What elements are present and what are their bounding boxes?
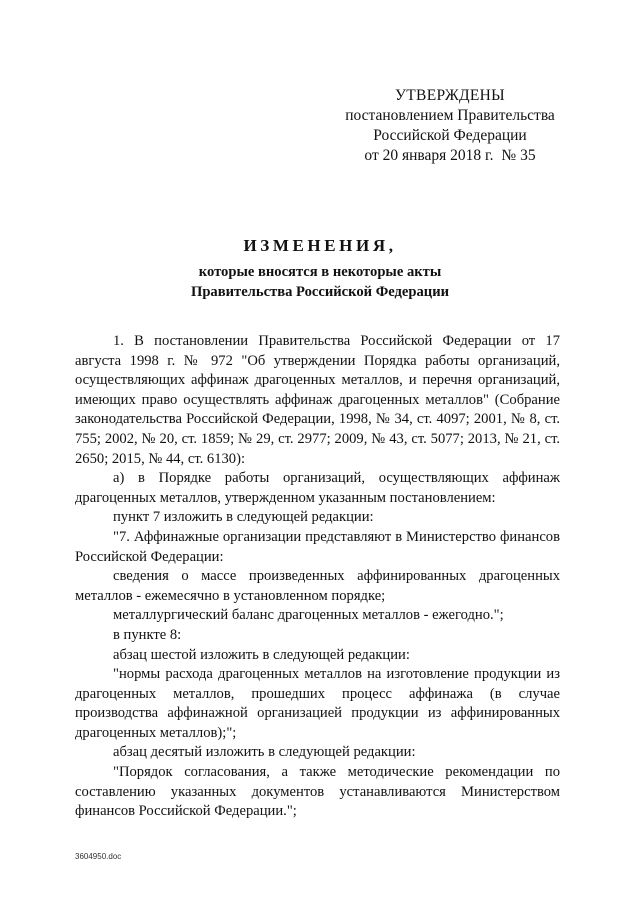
decree-number: 35 <box>520 147 536 164</box>
paragraph-11: "Порядок согласования, а также методические рекомендации по составлению указанных документов устанавливаются Министерством финансов Российской Федерации."; <box>75 764 560 820</box>
paragraph-6: металлургический баланс драгоценных металлов - ежегодно."; <box>113 607 504 624</box>
footer-doc-id: 3604950.doc <box>75 852 122 861</box>
paragraph-10: абзац десятый изложить в следующей редакции: <box>113 744 416 761</box>
paragraph-3: пункт 7 изложить в следующей редакции: <box>113 509 374 526</box>
paragraph-7: в пункте 8: <box>113 626 182 643</box>
approval-block <box>330 86 570 166</box>
approval-date-line <box>330 146 570 166</box>
paragraph-2: а) в Порядке работы организаций, осуществляющих аффинаж драгоценных металлов, утвержденном указанным постановлением: <box>75 470 560 506</box>
number-sign: № <box>501 147 517 164</box>
paragraph-5: сведения о массе произведенных аффинированных драгоценных металлов - ежемесячно в установленном порядке; <box>75 568 560 604</box>
paragraph-4: "7. Аффинажные организации представляют в Министерство финансов Российской Федерации: <box>75 528 560 565</box>
approval-line-2: Российской Федерации <box>373 127 527 144</box>
document-subtitle <box>0 262 640 302</box>
approval-date: от 20 января 2018 г. <box>364 147 494 164</box>
approval-line-1: постановлением Правительства <box>345 107 555 124</box>
subtitle-line-2: Правительства Российской Федерации <box>190 284 450 300</box>
paragraph-1: 1. В постановлении Правительства Российской Федерации от 17 августа 1998 г. № 972 "Об утверждении Порядка работы организаций, осуществляющих аффинаж драгоценных металлов, и перечня организаций, имеющих право осуществлять аффинаж драгоценных металлов" (Собрание законодательства Российской Федерации, 1998, № 34, ст. 4097; 2001, № 8, ст. 755; 2002, № 20, ст. 1859; № 29, ст. 2977; 2009, № 43, ст. 5077; 2013, № 21, ст. 2650; 2015, № 44, ст. 6130): <box>75 333 560 467</box>
subtitle-line-1: которые вносятся в некоторые акты <box>198 264 442 280</box>
document-body <box>75 332 560 822</box>
paragraph-9: "нормы расхода драгоценных металлов на изготовление продукции из драгоценных металлов, прошедших процесс аффинажа (в случае производства аффинажной организацией продукции из аффинированных драгоценных металлов);"; <box>75 666 560 741</box>
paragraph-8: абзац шестой изложить в следующей редакции: <box>113 646 410 663</box>
approval-heading: УТВЕРЖДЕНЫ <box>395 87 505 104</box>
document-title: ИЗМЕНЕНИЯ, <box>243 236 397 255</box>
